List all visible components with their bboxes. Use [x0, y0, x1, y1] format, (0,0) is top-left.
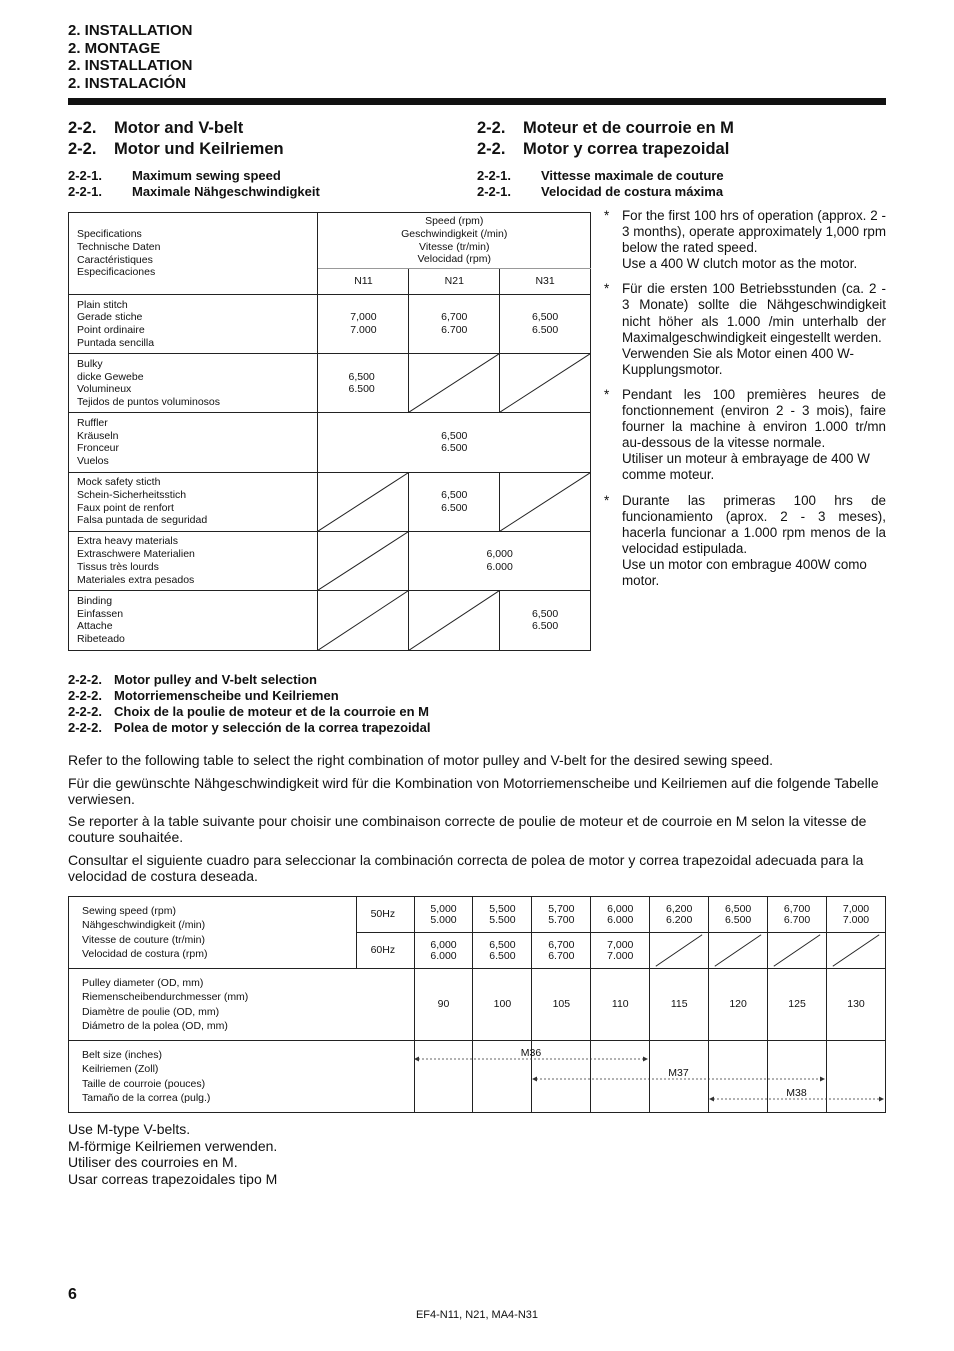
not-applicable-cell: [409, 590, 500, 650]
not-applicable-cell: [318, 590, 409, 650]
speed-value: 6,500 6.500: [500, 295, 591, 354]
pulley-diameter: 130: [827, 969, 886, 1041]
note-en: * For the first 100 hrs of operation (approx. 2 - 3 months), operate approximately 1,000 rpm below the rated speed. Use a 400 W clutch motor as the motor.: [604, 208, 886, 272]
belt-m36-label: M36: [520, 1047, 542, 1059]
belt-size-label: Belt size (inches) Keilriemen (Zoll) Taille de courroie (pouces) Tamaño de la correa (pulg.): [69, 1041, 415, 1113]
break-in-notes: [604, 208, 886, 598]
speed-50hz: 6,200 6.200: [650, 897, 709, 933]
section-title-right: 2-2. Moteur et de courroie en M 2-2. Motor y correa trapezoidal: [477, 119, 734, 158]
speed-value: 6,500 6.500: [409, 472, 500, 531]
speed-60hz: 6,500 6.500: [473, 933, 532, 969]
subsection-2-2-2-title: 2-2-2. Motor pulley and V-belt selection 2-2-2. Motorriemenscheibe und Keilriemen 2-2-2. Choix de la poulie de moteur et de la courroie en M 2-2-2. Polea de motor y selección de la correa trapezoidal: [68, 672, 431, 735]
pulley-belt-table: [68, 896, 886, 1113]
v-belt-note: Use M-type V-belts. M-förmige Keilriemen verwenden. Utiliser des courroies en M. Usar correas trapezoidales tipo M: [68, 1121, 278, 1187]
pulley-diameter: 90: [414, 969, 473, 1041]
chapter-title-de: 2. MONTAGE: [68, 39, 161, 57]
table-row: [69, 1041, 886, 1113]
paragraph-fr: Se reporter à la table suivante pour choisir une combinaison correcte de poulie de moteur et de courroie en M selon la vitesse de couture souhaitée.: [68, 813, 867, 846]
speed-value: 6,500 6.500: [318, 413, 591, 472]
hz-50-label: 50Hz: [356, 897, 414, 933]
speed-value: 6,500 6.500: [500, 590, 591, 650]
note-fr: * Pendant les 100 premières heures de fonctionnement (environ 2 - 3 mois), faire fourner la machine à environ 1.000 tr/mn au-dessous de la vitesse normale. Utiliser un moteur à embrayage de 400 W comme moteur.: [604, 386, 886, 483]
model-n21: N21: [409, 269, 500, 295]
table-row: Plain stitch Gerade stiche Point ordinaire Puntada sencilla 7,000 7.000 6,700 6.700 6,500 6.500: [69, 295, 591, 354]
page-number: 6: [68, 1286, 77, 1303]
pulley-diameter: 105: [532, 969, 591, 1041]
paragraph-en: Refer to the following table to select the right combination of motor pulley and V-belt for the desired sewing speed.: [68, 752, 774, 768]
max-speed-table: [68, 212, 591, 651]
speed-50hz: 6,000 6.000: [591, 897, 650, 933]
chapter-title-en: 2. INSTALLATION: [68, 22, 193, 39]
not-applicable-cell: [500, 472, 591, 531]
not-applicable-cell: [409, 354, 500, 413]
belt-m38-label: M38: [786, 1087, 807, 1099]
speed-50hz: 6,500 6.500: [709, 897, 768, 933]
subsection-title-right: 2-2-1. Vittesse maximale de couture 2-2-1. Velocidad de costura máxima: [477, 168, 724, 199]
pulley-diameter: 110: [591, 969, 650, 1041]
not-applicable-cell: [768, 933, 827, 969]
belt-m37-label: M37: [668, 1067, 689, 1079]
header-rule: [68, 98, 886, 105]
speed-value: 7,000 7.000: [318, 295, 409, 354]
spec-header-cell: Specifications Technische Daten Caractéristiques Especificaciones: [69, 213, 318, 295]
speed-50hz: 7,000 7.000: [827, 897, 886, 933]
not-applicable-cell: [827, 933, 886, 969]
not-applicable-cell: [318, 472, 409, 531]
chapter-title-fr: 2. INSTALLATION: [68, 57, 193, 74]
paragraph-es: Consultar el siguiente cuadro para seleccionar la combinación correcta de polea de motor y correa trapezoidal adecuada para la velocidad de costura deseada.: [68, 852, 864, 885]
hz-60-label: 60Hz: [356, 933, 414, 969]
chapter-title-es: 2. INSTALACIÓN: [68, 74, 187, 92]
table-row: Bulky dicke Gewebe Volumineux Tejidos de puntos voluminosos 6,500 6.500: [69, 354, 591, 413]
note-es: * Durante las primeras 100 hrs de funcionamiento (aprox. 2 - 3 meses), hacerla funcionar a 1.000 rpm menos de la velocidad estipulada. Use un motor con embrague 400W como motor.: [604, 492, 886, 588]
paragraph-de: Für die gewünschte Nähgeschwindigkeit wird für die Kombination von Motorriemenscheibe und Keilriemen auf die folgende Tabelle verwiesen.: [68, 775, 879, 808]
speed-60hz: 6,000 6.000: [414, 933, 473, 969]
speed-50hz: 5,500 5.500: [473, 897, 532, 933]
model-n11: N11: [318, 269, 409, 295]
not-applicable-cell: [318, 531, 409, 590]
speed-header-cell: Speed (rpm) Geschwindigkeit (/min) Vitesse (tr/min) Velocidad (rpm): [318, 213, 591, 269]
table-row: [69, 969, 886, 1041]
model-name: EF4-N11, N21, MA4-N31: [415, 1309, 539, 1321]
pulley-diameter-label: Pulley diameter (OD, mm) Riemenscheibendurchmesser (mm) Diamètre de poulie (OD, mm) Diámetro de la polea (OD, mm): [69, 969, 415, 1041]
speed-50hz: 5,000 5.000: [414, 897, 473, 933]
chapter-header: [68, 22, 192, 92]
table-row: Mock safety sticth Schein-Sicherheitsstich Faux point de renfort Falsa puntada de seguridad 6,500 6.500: [69, 472, 591, 531]
speed-value: 6,500 6.500: [318, 354, 409, 413]
pulley-diameter: 100: [473, 969, 532, 1041]
model-n31: N31: [500, 269, 591, 295]
table-row: Ruffler Kräuseln Fronceur Vuelos 6,500 6.500: [69, 413, 591, 472]
speed-value: 6,700 6.700: [409, 295, 500, 354]
pulley-diameter: 125: [768, 969, 827, 1041]
speed-50hz: 5,700 5.700: [532, 897, 591, 933]
table-row: Binding Einfassen Attache Ribeteado 6,500 6.500: [69, 590, 591, 650]
section-title-left: 2-2. Motor and V-belt 2-2. Motor und Keilriemen: [68, 119, 284, 158]
speed-60hz: 6,700 6.700: [532, 933, 591, 969]
table-row: Extra heavy materials Extraschwere Materialien Tissus très lourds Materiales extra pesados 6,000 6.000: [69, 531, 591, 590]
speed-value: 6,000 6.000: [409, 531, 591, 590]
pulley-diameter: 120: [709, 969, 768, 1041]
note-de: * Für die ersten 100 Betriebsstunden (ca. 2 - 3 Monate) sollte die Nähgeschwindigkeit nicht höher als 1.000 /min unterhalb der Maximalgeschwindigkeit eingestellt werden. Verwenden Sie als Motor einen 400 W-Kupplungsmotor.: [604, 281, 886, 377]
speed-60hz: 7,000 7.000: [591, 933, 650, 969]
speed-50hz: 6,700 6.700: [768, 897, 827, 933]
not-applicable-cell: [500, 354, 591, 413]
not-applicable-cell: [709, 933, 768, 969]
sewing-speed-label: Sewing speed (rpm) Nähgeschwindigkeit (/min) Vitesse de couture (tr/min) Velocidad de costura (rpm): [69, 897, 357, 969]
subsection-title-left: 2-2-1. Maximum sewing speed 2-2-1. Maximale Nähgeschwindigkeit: [68, 168, 320, 199]
pulley-diameter: 115: [650, 969, 709, 1041]
not-applicable-cell: [650, 933, 709, 969]
